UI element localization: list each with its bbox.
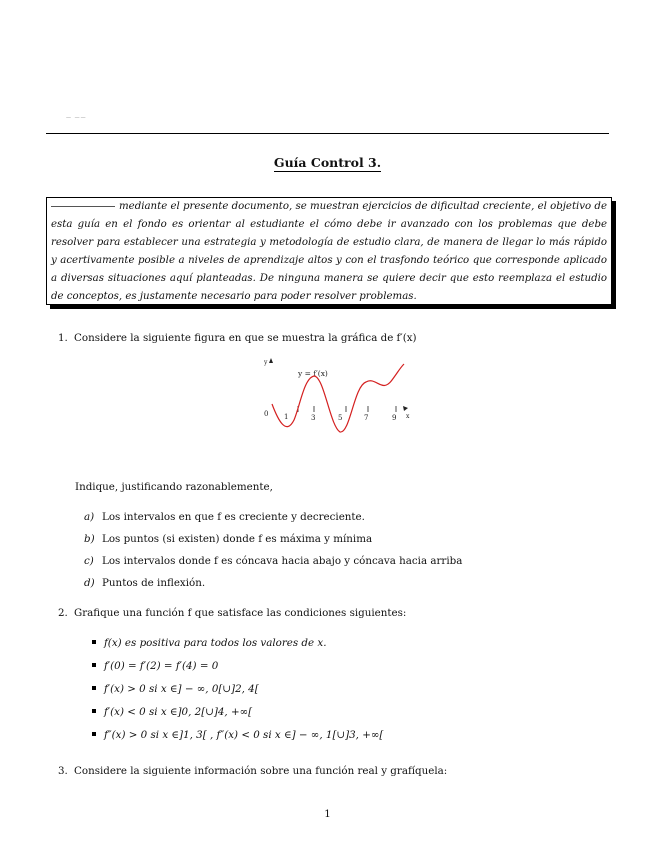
item-d — [84, 577, 205, 589]
condition-1: f(x) es positiva para todos los valores de x. — [92, 637, 326, 649]
header-rule — [46, 133, 609, 134]
item-a-label: a) — [84, 511, 95, 523]
tick-label-5: 5 — [338, 414, 343, 422]
condition-5: f″(x) > 0 si x ∈]1, 3[ , f″(x) < 0 si x ∈] − ∞, 1[∪]3, +∞[ — [92, 729, 383, 741]
intro-paragraph — [51, 198, 607, 307]
bullet-dot — [92, 640, 96, 644]
item-d-text: Puntos de inflexión. — [102, 577, 206, 589]
condition-4: f′(x) < 0 si x ∈]0, 2[∪]4, +∞[ — [92, 706, 252, 718]
question-2 — [58, 606, 406, 620]
question-3-text: Considere la siguiente información sobre una función real y grafíquela: — [74, 765, 448, 777]
bullet-dot — [92, 709, 96, 713]
question-1-number: 1. — [58, 332, 68, 344]
y-axis-label: y — [264, 359, 268, 366]
item-a-text: Los intervalos en que f es creciente y decreciente. — [102, 511, 365, 523]
x-axis-arrow — [403, 406, 408, 411]
question-2-number: 2. — [58, 607, 68, 619]
question-2-text: Grafique una función f que satisface las condiciones siguientes: — [74, 607, 407, 619]
item-b-label: b) — [84, 533, 95, 545]
derivative-graph — [258, 354, 418, 436]
tick-label-1: 1 — [284, 413, 289, 421]
page-number: 1 — [324, 808, 331, 820]
bullet-dot — [92, 686, 96, 690]
tick-label-9: 9 — [392, 414, 397, 422]
intro-box — [46, 197, 612, 305]
curve-label: y = f′(x) — [298, 369, 328, 378]
origin-label: 0 — [264, 410, 269, 418]
intro-text: mediante el presente documento, se muestran ejercicios de dificultad creciente, el objetivo de esta guía en el fondo es orientar al estudiante el cómo debe ir avanzado con los problemas que debe resolver para establecer una estrategia y metodología de estudio clara, de manera de llegar lo más rápido y acertivamente posible a niveles de aprendizaje altos y con el trasfondo teórico que corresponde aplicado a diversas situaciones aquí planteadas. De ninguna manera se quiere decir que esto reemplaza el estudio de conceptos, es justamente necesario para poder resolver problemas. — [51, 201, 607, 303]
question-3 — [58, 764, 447, 778]
item-c — [84, 555, 462, 567]
question-3-number: 3. — [58, 765, 68, 777]
page-title: Guía Control 3. — [273, 155, 382, 170]
question-1-text: Considere la siguiente figura en que se muestra la gráfica de f′(x) — [74, 332, 417, 344]
header-mark: — —— — [66, 115, 87, 121]
bullet-dot — [92, 732, 96, 736]
tick-label-3: 3 — [311, 414, 316, 422]
item-b — [84, 533, 372, 545]
instruction-text: Indique, justificando razonablemente, — [75, 481, 273, 493]
item-c-label: c) — [84, 555, 94, 567]
item-d-label: d) — [84, 577, 95, 589]
item-a — [84, 511, 365, 523]
y-axis-arrow — [269, 358, 273, 363]
condition-2: f′(0) = f′(2) = f′(4) = 0 — [92, 660, 218, 672]
item-b-text: Los puntos (si existen) donde f es máxima y mínima — [102, 533, 373, 545]
item-c-text: Los intervalos donde f es cóncava hacia abajo y cóncava hacia arriba — [102, 555, 463, 567]
condition-3: f′(x) > 0 si x ∈] − ∞, 0[∪]2, 4[ — [92, 683, 259, 695]
bullet-dot — [92, 663, 96, 667]
question-1 — [58, 331, 417, 345]
x-axis-label: x — [406, 413, 410, 420]
intro-lead-mark — [51, 200, 115, 207]
tick-label-7: 7 — [364, 414, 369, 422]
x-axis-ticks — [298, 406, 396, 412]
